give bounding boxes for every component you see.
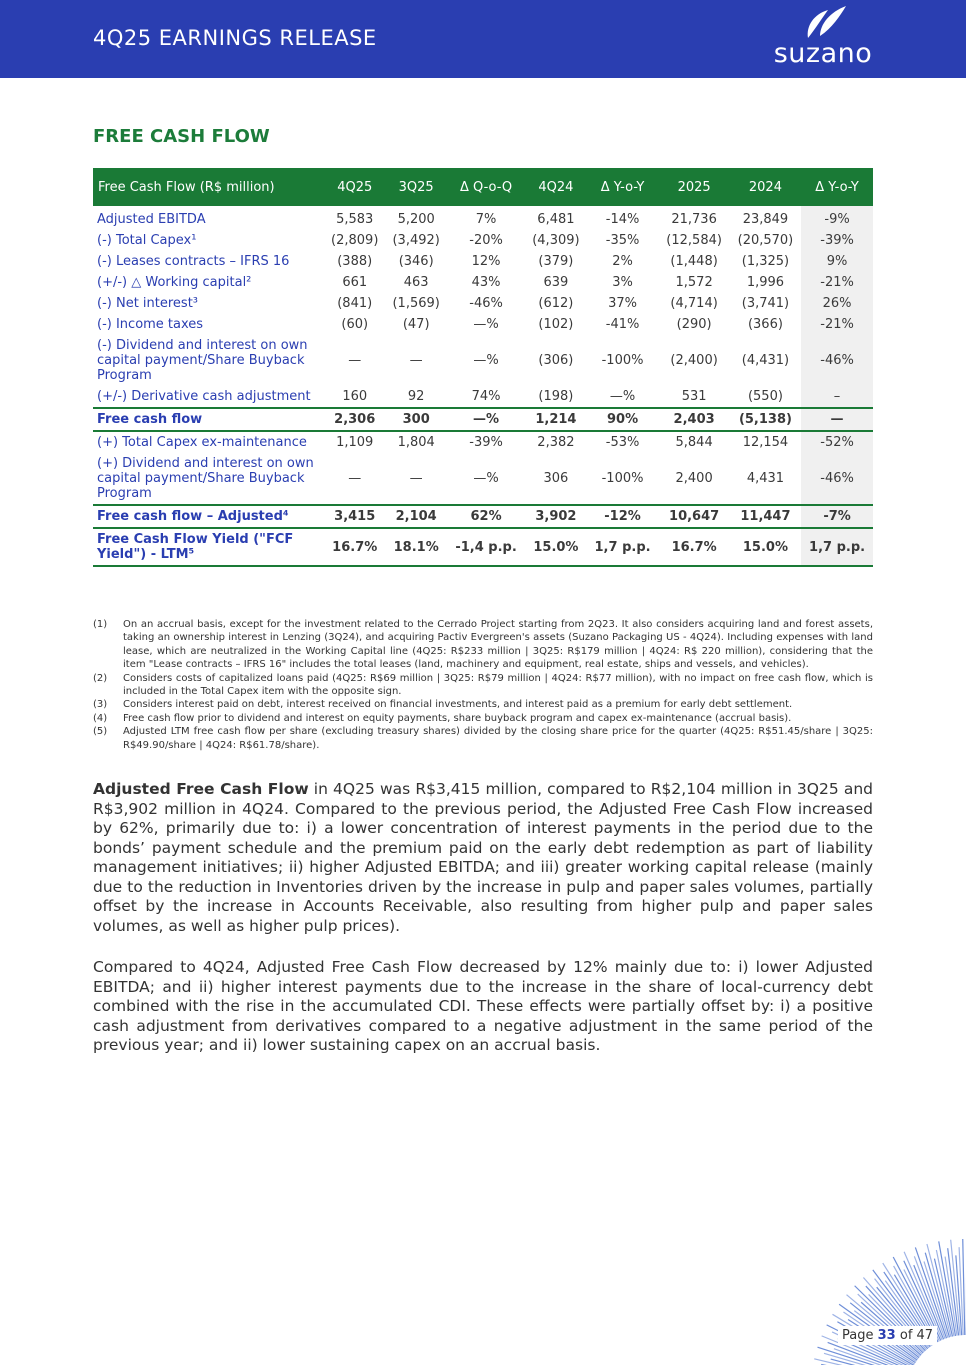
table-cell: —%: [473, 353, 499, 368]
table-cell: (102): [538, 317, 574, 332]
table-cell: -100%: [601, 471, 644, 486]
table-cell: 21,736: [671, 212, 717, 227]
column-header: Δ Q-o-Q: [447, 168, 525, 206]
table-row: [93, 314, 873, 335]
table-cell: 531: [681, 389, 707, 404]
table-cell: 1,214: [525, 408, 586, 431]
row-label: Adjusted EBITDA: [97, 212, 206, 227]
table-cell: 12,154: [742, 435, 789, 450]
table-cell: (1,569): [392, 296, 440, 311]
table-cell: —: [409, 353, 423, 368]
current-page: 33: [877, 1328, 896, 1343]
row-label: (-) Net interest³: [97, 296, 199, 311]
table-cell: 12%: [471, 254, 501, 269]
table-row: [93, 272, 873, 293]
total-pages: 47: [916, 1328, 934, 1343]
table-row: [93, 251, 873, 272]
table-cell: 306: [543, 471, 569, 486]
table-cell: 1,7 p.p.: [587, 528, 659, 566]
table-cell: 3%: [612, 275, 633, 290]
table-cell: 6,481: [537, 212, 575, 227]
table-cell: 1,7 p.p.: [801, 528, 873, 566]
table-cell: -35%: [605, 233, 640, 248]
table-cell: (306): [538, 353, 574, 368]
row-label: (-) Leases contracts – IFRS 16: [97, 254, 290, 269]
table-row: [93, 230, 873, 251]
footnote: [93, 712, 873, 725]
table-cell: 23,849: [742, 212, 789, 227]
table-row: [93, 453, 873, 505]
row-label: (+/-) Derivative cash adjustment: [97, 389, 311, 404]
table-cell: 90%: [587, 408, 659, 431]
footnote-number: (3): [93, 699, 108, 711]
footnote-number: (2): [93, 672, 108, 684]
paragraph-text: in 4Q25 was R$3,415 million, compared to R$2,104 million in 3Q25 and R$3,902 million in 4Q24. Compared to the previous period, the Adjusted Free Cash Flow increased by 62%, primarily due to: i) a lower concentration of interest payments in the period due to the bonds’ payment schedule and the premium paid on the early debt redemption as part of liability management initiatives; ii) higher Adjusted EBITDA; and iii) greater working capital release (mainly due to the reduction in Inventories driven by the increase in pulp and paper sales volumes, partially offset by the increase in Accounts Receivable, also resulting from higher pulp and paper sales volumes, as well as higher pulp prices).: [93, 780, 873, 935]
table-row-total: [93, 505, 873, 528]
table-cell: (550): [747, 389, 783, 404]
table-cell: (366): [747, 317, 783, 332]
table-row: [93, 206, 873, 230]
table-cell: 2%: [612, 254, 633, 269]
table-cell: 10,647: [658, 505, 729, 528]
column-header: 4Q24: [525, 168, 586, 206]
page-header: [0, 0, 966, 78]
table-row: [93, 386, 873, 408]
table-cell: (2,809): [331, 233, 379, 248]
table-cell: —: [348, 353, 362, 368]
table-cell: —%: [473, 471, 499, 486]
table-cell: 5,844: [675, 435, 713, 450]
table-cell: -53%: [605, 435, 640, 450]
table-cell: -1,4 p.p.: [447, 528, 525, 566]
table-cell: (612): [538, 296, 574, 311]
table-cell: 1,109: [336, 435, 374, 450]
table-cell: 11,447: [730, 505, 801, 528]
column-header: Δ Y-o-Y: [587, 168, 659, 206]
footnote: [93, 725, 873, 752]
column-header: Δ Y-o-Y: [801, 168, 873, 206]
row-label: (+) Dividend and interest on own capital payment/Share Buyback Program: [97, 456, 314, 501]
footnote: [93, 672, 873, 699]
row-label: (+/-) △ Working capital²: [97, 275, 252, 290]
table-cell: 16.7%: [658, 528, 729, 566]
footnote: [93, 698, 873, 711]
table-cell: 2,382: [537, 435, 575, 450]
table-cell: 639: [543, 275, 569, 290]
table-cell: (1,325): [741, 254, 790, 269]
table-cell: -52%: [801, 431, 873, 453]
table-cell: (346): [398, 254, 434, 269]
table-cell: (4,714): [670, 296, 718, 311]
table-cell: 3,902: [525, 505, 586, 528]
column-header: 2024: [730, 168, 801, 206]
table-cell: -20%: [469, 233, 503, 248]
table-cell: -46%: [801, 335, 873, 386]
table-cell: 463: [403, 275, 429, 290]
table-cell: -46%: [801, 453, 873, 505]
footnote-text: Considers costs of capitalized loans paid (4Q25: R$69 million | 3Q25: R$79 million | 4Q24: R$77 million), with no impact on free cash flow, which is included in the Total Capex item with the opposite sign.: [123, 672, 873, 698]
column-header: 3Q25: [385, 168, 446, 206]
table-row-total: [93, 528, 873, 566]
table-cell: (1,448): [670, 254, 718, 269]
row-label: (+) Total Capex ex-maintenance: [97, 435, 307, 450]
table-cell: -41%: [605, 317, 640, 332]
table-cell: (5,138): [730, 408, 801, 431]
table-cell: (379): [538, 254, 574, 269]
table-cell: (3,492): [392, 233, 440, 248]
table-cell: 1,572: [675, 275, 713, 290]
section-title: FREE CASH FLOW: [93, 126, 270, 147]
table-cell: (47): [402, 317, 430, 332]
table-cell: 9%: [801, 251, 873, 272]
table-row: [93, 293, 873, 314]
table-cell: (4,309): [532, 233, 580, 248]
table-cell: -7%: [801, 505, 873, 528]
table-cell: 661: [342, 275, 368, 290]
footnote-text: Considers interest paid on debt, interest received on financial investments, and interest paid as a premium for early debt settlement.: [123, 699, 793, 711]
table-cell: -100%: [601, 353, 644, 368]
table-cell: 300: [385, 408, 446, 431]
table-row: [93, 335, 873, 386]
table-cell: 1,996: [746, 275, 785, 290]
table-cell: —: [801, 408, 873, 431]
table-cell: —%: [609, 389, 636, 404]
body-paragraph: [93, 780, 873, 936]
table-cell: -39%: [801, 230, 873, 251]
free-cash-flow-table: [93, 168, 873, 567]
table-cell: 92: [407, 389, 425, 404]
table-cell: 2,403: [658, 408, 729, 431]
paragraph-lead: Adjusted Free Cash Flow: [93, 780, 309, 798]
table-cell: —: [348, 471, 362, 486]
footnote-text: On an accrual basis, except for the investment related to the Cerrado Project starting from 2Q23. It also considers acquiring land and forest assets, taking an ownership interest in Lenzing (3Q24), and acquiring Pactiv Evergreen's assets (Suzano Packaging US - 4Q24). Including expenses with land lease, which are neutralized in the Working Capital line (4Q25: R$233 million | 3Q25: R$179 million | 4Q24: R$ 220 million), considering that the item "Lease contracts – IFRS 16" includes the total leases (land, machinery and equipment, real estate, ships and vessels, and vehicles).: [123, 619, 873, 671]
table-cell: -39%: [469, 435, 503, 450]
table-cell: (290): [676, 317, 712, 332]
header-title: 4Q25 EARNINGS RELEASE: [93, 26, 377, 50]
table-cell: 18.1%: [385, 528, 446, 566]
leaf-logo-icon: [800, 4, 850, 40]
table-cell: 62%: [447, 505, 525, 528]
footnote-number: (1): [93, 619, 108, 630]
table-cell: -9%: [801, 206, 873, 230]
table-cell: 160: [342, 389, 368, 404]
table-cell: —: [409, 471, 423, 486]
column-header: 2025: [658, 168, 729, 206]
column-header: 4Q25: [324, 168, 385, 206]
logo-text: suzano: [773, 38, 873, 69]
page-label: Page: [842, 1328, 874, 1343]
table-cell: 43%: [471, 275, 501, 290]
table-cell: 1,804: [397, 435, 435, 450]
table-cell: (12,584): [666, 233, 722, 248]
table-cell: (841): [337, 296, 373, 311]
column-header: Free Cash Flow (R$ million): [93, 168, 324, 206]
footnote: [93, 618, 873, 672]
table-header-row: [93, 168, 873, 206]
table-row-total: [93, 408, 873, 431]
table-cell: -12%: [587, 505, 659, 528]
table-cell: 74%: [471, 389, 501, 404]
table-cell: —%: [473, 317, 499, 332]
footnotes: [93, 618, 873, 752]
table-cell: 37%: [608, 296, 637, 311]
table-cell: 5,583: [336, 212, 374, 227]
table-cell: (60): [341, 317, 369, 332]
table-cell: 2,104: [385, 505, 446, 528]
table-cell: (3,741): [741, 296, 790, 311]
page-of: of: [899, 1328, 913, 1343]
row-label: Free Cash Flow Yield ("FCF Yield") - LTM⁵: [93, 528, 324, 566]
table-cell: 15.0%: [730, 528, 801, 566]
table-cell: (2,400): [670, 353, 718, 368]
row-label: Free cash flow – Adjusted⁴: [93, 505, 324, 528]
footnote-number: (5): [93, 726, 108, 738]
table-cell: 15.0%: [525, 528, 586, 566]
row-label: (-) Total Capex¹: [97, 233, 197, 248]
footnote-text: Free cash flow prior to dividend and interest on equity payments, share buyback program and capex ex-maintenance (accrual basis).: [123, 712, 792, 724]
table-cell: -14%: [605, 212, 640, 227]
table-cell: -21%: [801, 314, 873, 335]
table-row: [93, 431, 873, 453]
table-cell: 2,400: [675, 471, 713, 486]
table-cell: -21%: [801, 272, 873, 293]
table-cell: —%: [447, 408, 525, 431]
row-label: (-) Income taxes: [97, 317, 204, 332]
table-cell: 4,431: [746, 471, 785, 486]
table-cell: (4,431): [741, 353, 790, 368]
page-number: [838, 1326, 937, 1345]
table-cell: 5,200: [397, 212, 435, 227]
row-label: Free cash flow: [93, 408, 324, 431]
table-cell: (388): [337, 254, 373, 269]
table-cell: -46%: [469, 296, 503, 311]
footnote-text: Adjusted LTM free cash flow per share (excluding treasury shares) divided by the closing share price for the quarter (4Q25: R$51.45/share | 3Q25: R$49.90/share | 4Q24: R$61.78/share).: [123, 726, 873, 751]
table-cell: (198): [538, 389, 574, 404]
table-cell: –: [801, 386, 873, 408]
body-paragraph: Compared to 4Q24, Adjusted Free Cash Flow decreased by 12% mainly due to: i) lower Adjusted EBITDA; and ii) higher interest payments due to the increase in the share of local-currency debt combined with the rise in the accumulated CDI. These effects were partially offset by: i) a positive cash adjustment from derivatives compared to a negative adjustment in the same period of the previous year; and ii) lower sustaining capex on an accrual basis.: [93, 958, 873, 1054]
table-cell: 7%: [475, 212, 497, 227]
suzano-logo: [770, 4, 880, 68]
footnote-number: (4): [93, 712, 108, 724]
table-cell: 3,415: [324, 505, 385, 528]
table-cell: 26%: [801, 293, 873, 314]
table-cell: 16.7%: [324, 528, 385, 566]
row-label: (-) Dividend and interest on own capital payment/Share Buyback Program: [97, 338, 308, 383]
table-cell: (20,570): [737, 233, 794, 248]
table-cell: 2,306: [324, 408, 385, 431]
